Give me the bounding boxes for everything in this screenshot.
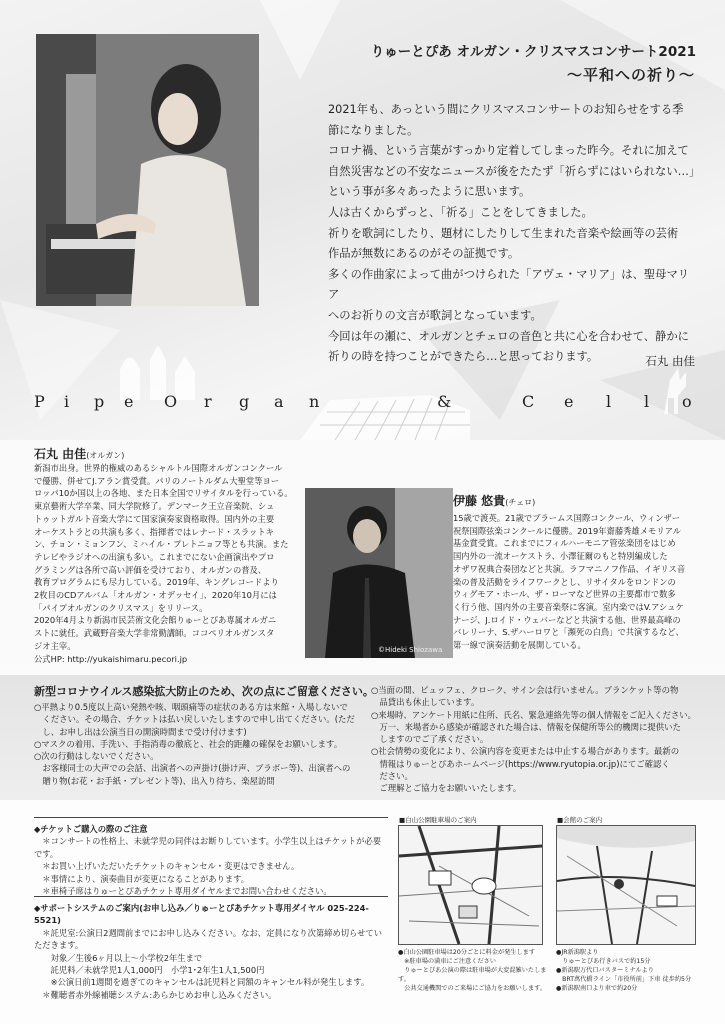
notice-line: ○当面の間、ビュッフェ、クローク、サイン会は行いません。ブランケット等の物 — [371, 685, 679, 695]
banner-char: e — [124, 392, 134, 411]
notice-line: お客様同士の大声での会話、出演者への声掛け(掛け声、ブラボー等)、出演者への — [34, 763, 351, 774]
photo-credit: ©Hideki Shiozawa — [378, 646, 443, 654]
notice-line: ○平熱より0.5度以上高い発熱や咳、咽頭痛等の症状のある方は来館・入場しないで — [34, 702, 348, 712]
bio-line: 2枚目のCDアルバム「オルガン・オデッセイ」、2020年10月には — [34, 590, 277, 601]
intro-line: 作品が無数にあるのがその証拠です。 — [328, 247, 520, 261]
intro-line: 今回は年の瀬に、オルガンとチェロの音色と共に心を合わせて、静かに — [328, 329, 689, 343]
notice-line: ○来場時、アンケート用紙に住所、氏名、緊急連絡先等の個人情報をご記入ください。 — [371, 709, 697, 720]
bio-line: 基金賞受賞。これまでにフィルハーモニア管弦楽団をはじめ — [453, 538, 676, 549]
intro-message — [328, 100, 701, 368]
bio-line: ナージ、J.ロイド・ウェバーなどと共演する他、世界最高峰の — [453, 614, 681, 625]
bio-line: オーケストラとの共演も多く、指揮者ではレナード・スラットキ — [34, 526, 274, 537]
intro-line: 祈りを歌詞にしたり、題材にしたりして生まれた音楽や絵画等の芸術 — [328, 226, 679, 240]
cellist-bio — [453, 512, 697, 652]
covid-notice-right — [371, 684, 701, 795]
intro-line: 人は古くからずっと、「祈る」ことをしてきました。 — [328, 205, 593, 219]
bio-line: ジオ主宰。 — [34, 640, 76, 651]
support-note: ＊託児室:公演日2週間前までにお申し込みください。なお、定員になり次第締め切らせていただきます。 — [34, 927, 383, 951]
banner-char: r — [204, 392, 212, 411]
map-note: ●新潟駅万代口バスターミナルより — [556, 967, 654, 974]
map-note: ※駐車場の満車にご注意ください — [398, 958, 496, 965]
bio-line: ストに就任。武蔵野音楽大学非常勤講師。ココペリオルガンスタ — [34, 628, 275, 639]
parking-map-label: ■白山公園駐車場のご案内 — [399, 816, 477, 824]
map-note: ●JR新潟駅より — [556, 949, 599, 956]
organist-name — [34, 445, 124, 462]
ticket-note: ＊お買い上げいただいたチケットのキャンセル・変更はできません。 — [34, 861, 300, 872]
bio-line: 第一線で演奏活動を展開している。 — [453, 640, 586, 651]
performer-role: (チェロ) — [505, 498, 536, 507]
notice-line: 贈り物(お花・お手紙・プレゼント等)、出入り待ち、楽屋訪問 — [34, 775, 275, 786]
bio-line: 教育プログラムにも尽力している。2019年、キングレコードより — [34, 577, 279, 588]
parking-notes — [398, 948, 548, 993]
intro-line: へのお祈りの文言が歌詞となっています。 — [328, 308, 542, 322]
cellist-name — [453, 492, 535, 509]
banner-char: i — [64, 392, 70, 411]
banner-char: g — [239, 392, 250, 411]
intro-signature: 石丸 由佳 — [645, 354, 695, 368]
support-notes-heading: ◆サポートシステムのご案内(お申し込み／りゅーとぴあチケット専用ダイヤル 025-224-5521) — [34, 903, 369, 926]
bio-line: で優勝、併せてJ.アラン賞受賞。パリのノートルダム大聖堂等ヨー — [34, 475, 280, 486]
intro-line: 自然災害などの不安なニュースが後をたたず「祈らずにはいられない…」 — [328, 164, 701, 178]
notice-line: ご理解とご協力をお願いいたします。 — [371, 783, 522, 794]
support-note: 対象／生後6ヶ月以上～小学校2年生まで — [34, 952, 203, 963]
bio-line: 「パイプオルガンのクリスマス」をリリース。 — [34, 602, 208, 613]
access-notes — [556, 948, 696, 993]
official-site-link[interactable]: 公式HP: http://yukaishimaru.pecori.jp — [34, 653, 188, 664]
notice-line: ○次の行動はしないでください。 — [34, 751, 159, 762]
bio-line: 国内外の一流オーケストラ、小澤征爾のもと特別編成した — [453, 551, 668, 562]
banner-char: C — [522, 392, 535, 411]
intro-line: 祈りの時を持つことができたら…と思っております。 — [328, 350, 599, 364]
bio-line: トゥットガルト音楽大学にて国家演奏家資格取得。国内外の主要 — [34, 513, 275, 524]
ticket-notes — [34, 823, 389, 897]
banner-char: e — [564, 392, 574, 411]
intro-line: コロナ禍、という言葉がすっかり定着してしまった昨今。それに加えて — [328, 144, 689, 158]
intro-line: 節になりました。 — [328, 123, 419, 137]
ticket-note: ＊コンサートの性格上、未就学児の同伴はお断りしています。小学生以上はチケットが必要です。 — [34, 836, 382, 859]
bio-line: 15歳で渡英。21歳でブラームス国際コンクール、ウィンザー — [453, 513, 681, 523]
covid-notice-heading: 新型コロナウイルス感染拡大防止のため、次の点にご留意ください。 — [34, 685, 374, 698]
intro-line: 2021年も、あっという間にクリスマスコンサートのお知らせをする季 — [328, 103, 684, 116]
bio-line: グラミングは各所で高い評価を受けており、オルガンの普及、 — [34, 564, 267, 575]
divider — [34, 817, 388, 818]
intro-line: という事が多々あったように思います。 — [328, 185, 531, 199]
banner-char: l — [644, 392, 650, 411]
concert-title: りゅーとぴあ オルガン・クリスマスコンサート2021 — [370, 44, 696, 60]
performer-name: 石丸 由佳 — [34, 447, 87, 461]
bio-line: オザワ祝典合奏団などと共演。ラフマニノフ作品、イギリス音 — [453, 563, 686, 574]
banner-char: p — [94, 392, 105, 411]
banner-char: & — [437, 392, 452, 411]
bio-line: ウィグモア・ホール、ザ・ローマなど世界の主要都市で数多 — [453, 589, 676, 600]
bio-line: テレビやラジオへの出演も多い。これまでにない企画演出やプロ — [34, 551, 275, 562]
ticket-note: ＊車椅子席はりゅーとぴあチケット専用ダイヤルまでお問い合わせください。 — [34, 886, 332, 897]
bio-line: 2020年4月より新潟市民芸術文化会館りゅーとぴあ専属オルガニ — [34, 615, 277, 626]
banner-char: O — [164, 392, 178, 411]
intro-line: 多くの作曲家によって曲がつけられた「アヴェ・マリア」は、聖母マリア — [328, 267, 690, 302]
notice-line: し、お申し出は公演当日の開演時間まで受け付けます) — [34, 726, 247, 737]
bio-line: ン、チョン・ミョンフン、ミハイル・プレトニョフ等とも共演。また — [34, 539, 289, 550]
ticket-note: ＊事情により、演奏曲目が変更になることがあります。 — [34, 873, 250, 884]
map-note: 公共交通機関でのご来場にご協力をお願いします。 — [398, 985, 547, 992]
notice-line: 万一、来場者から感染が確認された場合は、情報を保健所等公的機関に提供いた — [371, 721, 681, 732]
pipe-organ-cello-banner — [34, 392, 704, 412]
ticket-notes-heading: ◆チケットご購入の際のご注意 — [34, 824, 148, 834]
organist-bio — [34, 462, 296, 665]
support-note: ※公演日前1週間を過ぎてのキャンセルは託児料と同額のキャンセル料が発生します。 — [34, 977, 370, 988]
map-note: ●白山公園駐車場は20分ごとに料金が発生します — [398, 949, 536, 956]
divider — [34, 896, 388, 897]
covid-notice-left — [34, 701, 364, 787]
bio-line: く行う他、国内外の主要音楽祭に客演。室内楽ではV.アシュケ — [453, 601, 684, 612]
banner-char: a — [274, 392, 284, 411]
notice-line: ○マスクの着用、手洗い、手指消毒の徹底と、社会的距離の確保をお願いします。 — [34, 738, 343, 749]
notice-line: 情報はりゅーとぴあホームページ(https://www.ryutopia.or.jp)にてご確認く — [371, 758, 670, 769]
support-note: 託児料／未就学児1人1,000円 小学1･2年生1人1,500円 — [34, 965, 265, 976]
bio-line: 新潟市出身。世界的権威のあるシャルトル国際オルガンコンクール — [34, 463, 283, 473]
notice-line: ○社会情勢の変化により、公演内容を変更または中止する場合があります。最新の — [371, 746, 680, 757]
support-notes — [34, 902, 389, 1001]
notice-line: ださい。 — [371, 771, 413, 782]
bio-line: 祝祭国際弦楽コンクールに優勝。2019年齋藤秀雄メモリアル — [453, 525, 681, 536]
notice-line: しますのでご了承ください。 — [371, 734, 489, 745]
bio-line: 楽の普及活動をライフワークとし、リサイタルをロンドンの — [453, 576, 676, 587]
concert-subtitle: ～平和への祈り～ — [566, 66, 695, 84]
bio-line: ロッパ10か国以上の各地、また日本全国でリサイタルを行っている。 — [34, 488, 293, 499]
performer-role: (オルガン) — [86, 451, 125, 460]
banner-char: P — [34, 392, 45, 411]
map-note: りゅーとぴあ公演の際は駐車場が大変混雑いたします。 — [398, 967, 547, 983]
banner-char: o — [682, 392, 692, 411]
map-note: りゅーとぴあ行きバスで約15分 — [556, 958, 651, 965]
bio-line: バレリーナ、S.ザハーロワと「瀕死の白鳥」で共演するなど、 — [453, 627, 684, 638]
notice-line: 品貸出も休止しています。 — [371, 697, 480, 708]
parking-map — [398, 825, 543, 945]
banner-char: l — [606, 392, 612, 411]
organist-photo — [36, 34, 259, 306]
notice-line: ください。その場合、チケットは払い戻しいたしますので申し出てください。(ただ — [34, 714, 355, 725]
bio-line: 東京藝術大学卒業、同大学院修了。デンマーク王立音楽院、シュ — [34, 501, 275, 512]
support-note: ＊難聴者赤外線補聴システム:あらかじめお申し込みください。 — [34, 989, 277, 1000]
banner-char: n — [309, 392, 320, 411]
performer-name: 伊藤 悠貴 — [453, 494, 506, 508]
map-note: BRT萬代橋ライン「市役所前」下車 徒歩約5分 — [556, 976, 692, 983]
map-note: ●新潟駅南口より車で約20分 — [556, 985, 638, 992]
cellist-photo — [305, 488, 453, 658]
venue-map — [556, 825, 696, 945]
venue-map-label: ■会館のご案内 — [557, 816, 603, 824]
